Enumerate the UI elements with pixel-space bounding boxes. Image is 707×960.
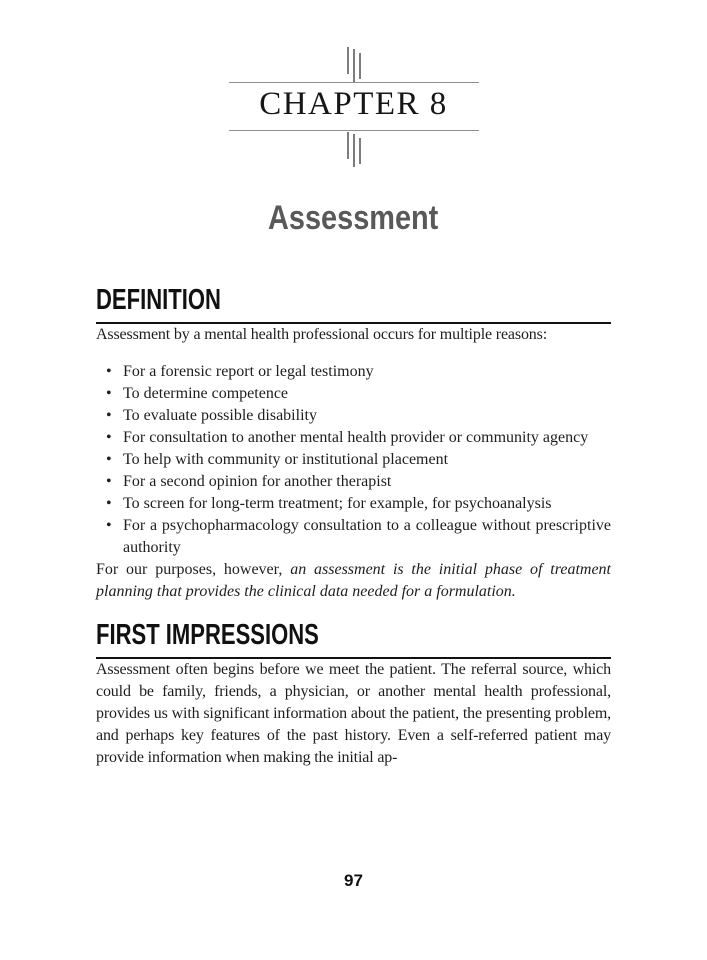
definition-heading-text: DEFINITION xyxy=(96,284,221,316)
list-item xyxy=(96,405,611,427)
list-item-text: For consultation to another mental health provider or community agency xyxy=(123,429,589,446)
list-item-text: To help with community or institutional placement xyxy=(123,451,449,468)
chapter-title-text: Assessment xyxy=(268,199,439,237)
ornament-line xyxy=(353,134,355,167)
definition-closing-paragraph xyxy=(96,559,611,603)
list-item xyxy=(96,427,611,449)
list-item xyxy=(96,449,611,471)
list-item-text: For a forensic report or legal testimony xyxy=(123,363,374,380)
chapter-ornament-bottom-icon xyxy=(0,131,707,171)
ornament-line xyxy=(347,47,349,74)
first-impressions-paragraph: Assessment often begins before we meet the patient. The referral source, which could be family, friends, a physician, or another mental health professional, provides us with significant information about the patient, the presenting problem, and perhaps key features of the past history. Even a self-referred patient may provide information when making the initial ap- xyxy=(96,661,611,766)
section-first-impressions xyxy=(96,621,611,769)
definition-intro-paragraph: Assessment by a mental health professional occurs for multiple reasons: xyxy=(96,326,548,343)
bullet-icon: • xyxy=(106,407,112,424)
list-item-text: For a second opinion for another therapist xyxy=(123,473,392,490)
bullet-icon: • xyxy=(106,363,112,380)
list-item-text: To determine competence xyxy=(123,385,289,402)
definition-heading xyxy=(96,286,611,324)
bullet-icon: • xyxy=(106,385,112,402)
bullet-icon: • xyxy=(106,517,112,534)
chapter-ornament-top-icon xyxy=(0,0,707,82)
closing-lead-text: For our purposes, however, xyxy=(96,561,291,578)
chapter-heading-box xyxy=(229,82,479,131)
list-item-text: For a psychopharmacology consultation to a colleague without prescriptive authority xyxy=(123,517,611,556)
first-impressions-heading xyxy=(96,621,611,659)
ornament-line xyxy=(359,138,361,164)
first-impressions-heading-text: FIRST IMPRESSIONS xyxy=(96,619,319,651)
bullet-icon: • xyxy=(106,429,112,446)
bullet-icon: • xyxy=(106,451,112,468)
chapter-label: CHAPTER 8 xyxy=(259,86,448,122)
bullet-icon: • xyxy=(106,473,112,490)
list-item xyxy=(96,383,611,405)
bullet-icon: • xyxy=(106,495,112,512)
closing-emphasis-text: an assessment is the initial phase of treatment planning that provides the clinical data needed for a formulation. xyxy=(96,561,611,600)
list-item xyxy=(96,361,611,383)
ornament-line xyxy=(353,49,355,82)
list-item xyxy=(96,515,611,559)
assessment-reasons-list xyxy=(96,361,611,559)
ornament-line xyxy=(359,53,361,79)
list-item-text: To evaluate possible disability xyxy=(123,407,317,424)
list-item xyxy=(96,493,611,515)
chapter-title xyxy=(0,198,707,238)
list-item-text: To screen for long-term treatment; for example, for psychoanalysis xyxy=(123,495,552,512)
list-item xyxy=(96,471,611,493)
ornament-line xyxy=(347,132,349,159)
page-content xyxy=(96,286,611,769)
section-definition xyxy=(96,286,611,603)
page-number: 97 xyxy=(0,871,707,891)
